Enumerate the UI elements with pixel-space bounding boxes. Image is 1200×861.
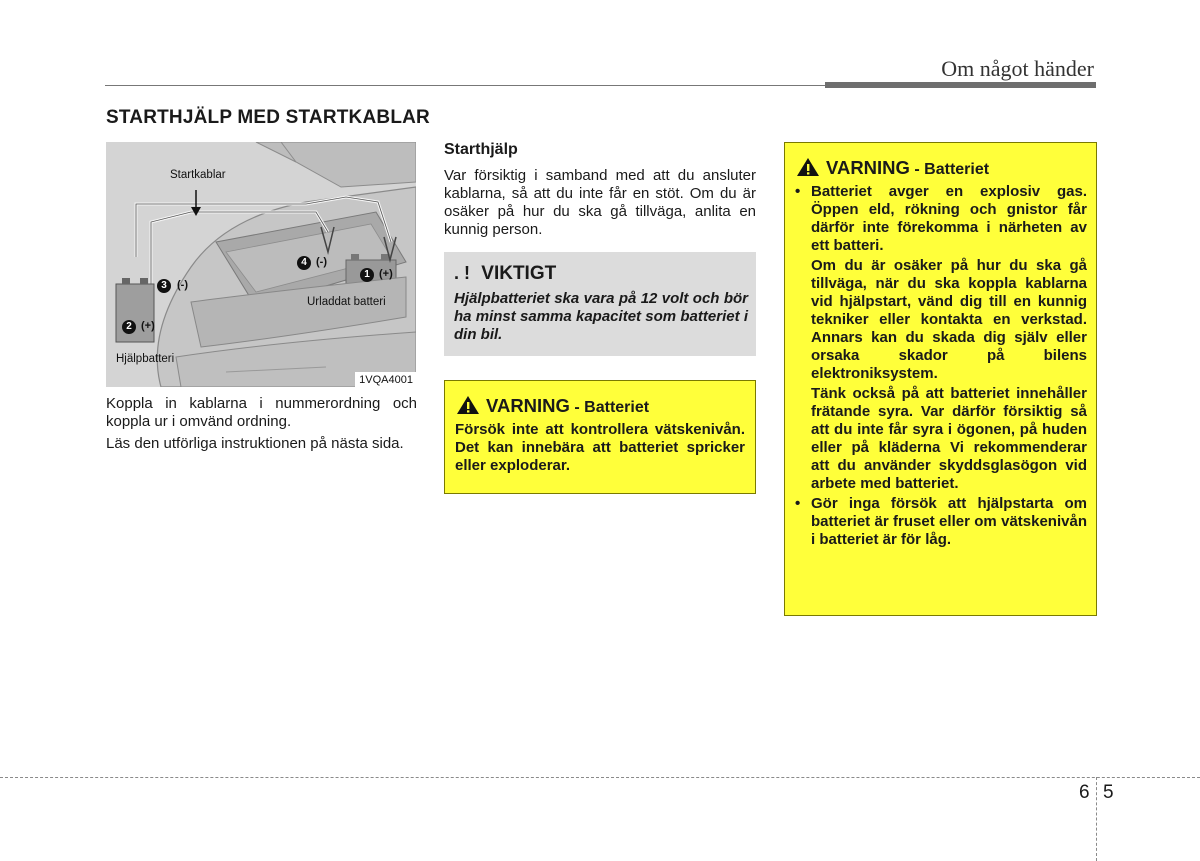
jump-start-figure — [106, 142, 416, 387]
warning-paragraph: Om du är osäker på hur du ska gå tillväga, när du ska koppla kablarna vid hjälpstart, vänd dig till en kunnig tekniker eller kontakta en verkstad. Annars kan du skada dig själv eller orsaka skador på bilens elektroniksystem. — [811, 257, 1087, 382]
chapter-title: Om något händer — [941, 56, 1094, 81]
warning-subtitle: - Batteriet — [914, 161, 990, 178]
marker-3: 3 — [157, 279, 171, 293]
bullet-text: Batteriet avger en explosiv gas. Öppen eld, rökning och gnistor får därför inte förekomma i närheten av ett batteri. — [811, 183, 1087, 254]
footer-chapter-number: 6 — [1079, 782, 1090, 803]
marker-2-polarity: (+) — [141, 320, 155, 332]
instruction-paragraph-1: Koppla in kablarna i nummerordning och koppla ur i omvänd ordning. — [106, 395, 417, 430]
footer-dashed-rule — [0, 777, 1200, 778]
warning-bullet — [793, 183, 1087, 255]
marker-4: 4 — [297, 256, 311, 270]
header-rule-thin — [105, 85, 825, 86]
warning-triangle-icon — [456, 395, 480, 415]
bullet-text: Gör inga försök att hjälpstarta om batteriet är fruset eller om vätskenivån i batteriet är för låg. — [811, 495, 1087, 548]
warning-heading — [796, 157, 989, 179]
label-startkablar: Startkablar — [170, 169, 226, 181]
caution-paragraph: Var försiktig i samband med att du ansluter kablarna, så att du inte får en stöt. Om du är osäker på hur du ska gå tillväga, anlita en kunnig person. — [444, 167, 756, 238]
notice-body: Hjälpbatteriet ska vara på 12 volt och bör ha minst samma kapacitet som batteriet i din bil. — [454, 290, 748, 343]
marker-1-polarity: (+) — [379, 268, 393, 280]
warning-bullet — [793, 495, 1087, 549]
bullet-icon: • — [795, 183, 801, 200]
column1-text — [106, 395, 417, 453]
warning-body: Försök inte att kontrollera vätskenivån. Det kan innebära att batteriet spricker eller exploderar. — [455, 421, 745, 474]
notice-heading — [454, 263, 556, 285]
footer-page-number: 5 — [1103, 782, 1114, 803]
footer-page-separator — [1096, 777, 1097, 861]
notice-box — [444, 252, 756, 356]
warning-box-level — [444, 380, 756, 494]
section-title: STARTHJÄLP MED STARTKABLAR — [106, 107, 430, 128]
instruction-paragraph-2: Läs den utförliga instruktionen på nästa sida. — [106, 435, 404, 452]
warning-box-battery — [784, 142, 1097, 616]
marker-3-polarity: (-) — [177, 279, 188, 291]
warning-triangle-icon — [796, 157, 820, 177]
bullet-icon: • — [795, 495, 801, 512]
warning-paragraph: Tänk också på att batteriet innehåller frätande syra. Var därför försiktig så att du inte får syra i ögonen, på huden eller på kläderna Vi rekommenderar att du använder skyddsglasögon vid arbete med batteriet. — [811, 385, 1087, 492]
warning-title: VARNING — [826, 157, 910, 178]
exclamation-icon: . ! — [454, 263, 470, 283]
marker-1: 1 — [360, 268, 374, 282]
warning-heading — [456, 395, 649, 417]
warning-title: VARNING — [486, 395, 570, 416]
label-hjalpbatteri: Hjälpbatteri — [116, 353, 175, 365]
warning-body — [793, 183, 1087, 549]
label-urladdat-batteri: Urladdat batteri — [307, 296, 386, 308]
header-rule-thick — [825, 82, 1096, 88]
subheading-starthjalp: Starthjälp — [444, 141, 518, 158]
car-trunk-illustration — [106, 142, 416, 387]
notice-title: VIKTIGT — [481, 263, 557, 284]
marker-2: 2 — [122, 320, 136, 334]
warning-subtitle: - Batteriet — [574, 399, 650, 416]
marker-4-polarity: (-) — [316, 256, 327, 268]
figure-code: 1VQA4001 — [355, 372, 416, 387]
